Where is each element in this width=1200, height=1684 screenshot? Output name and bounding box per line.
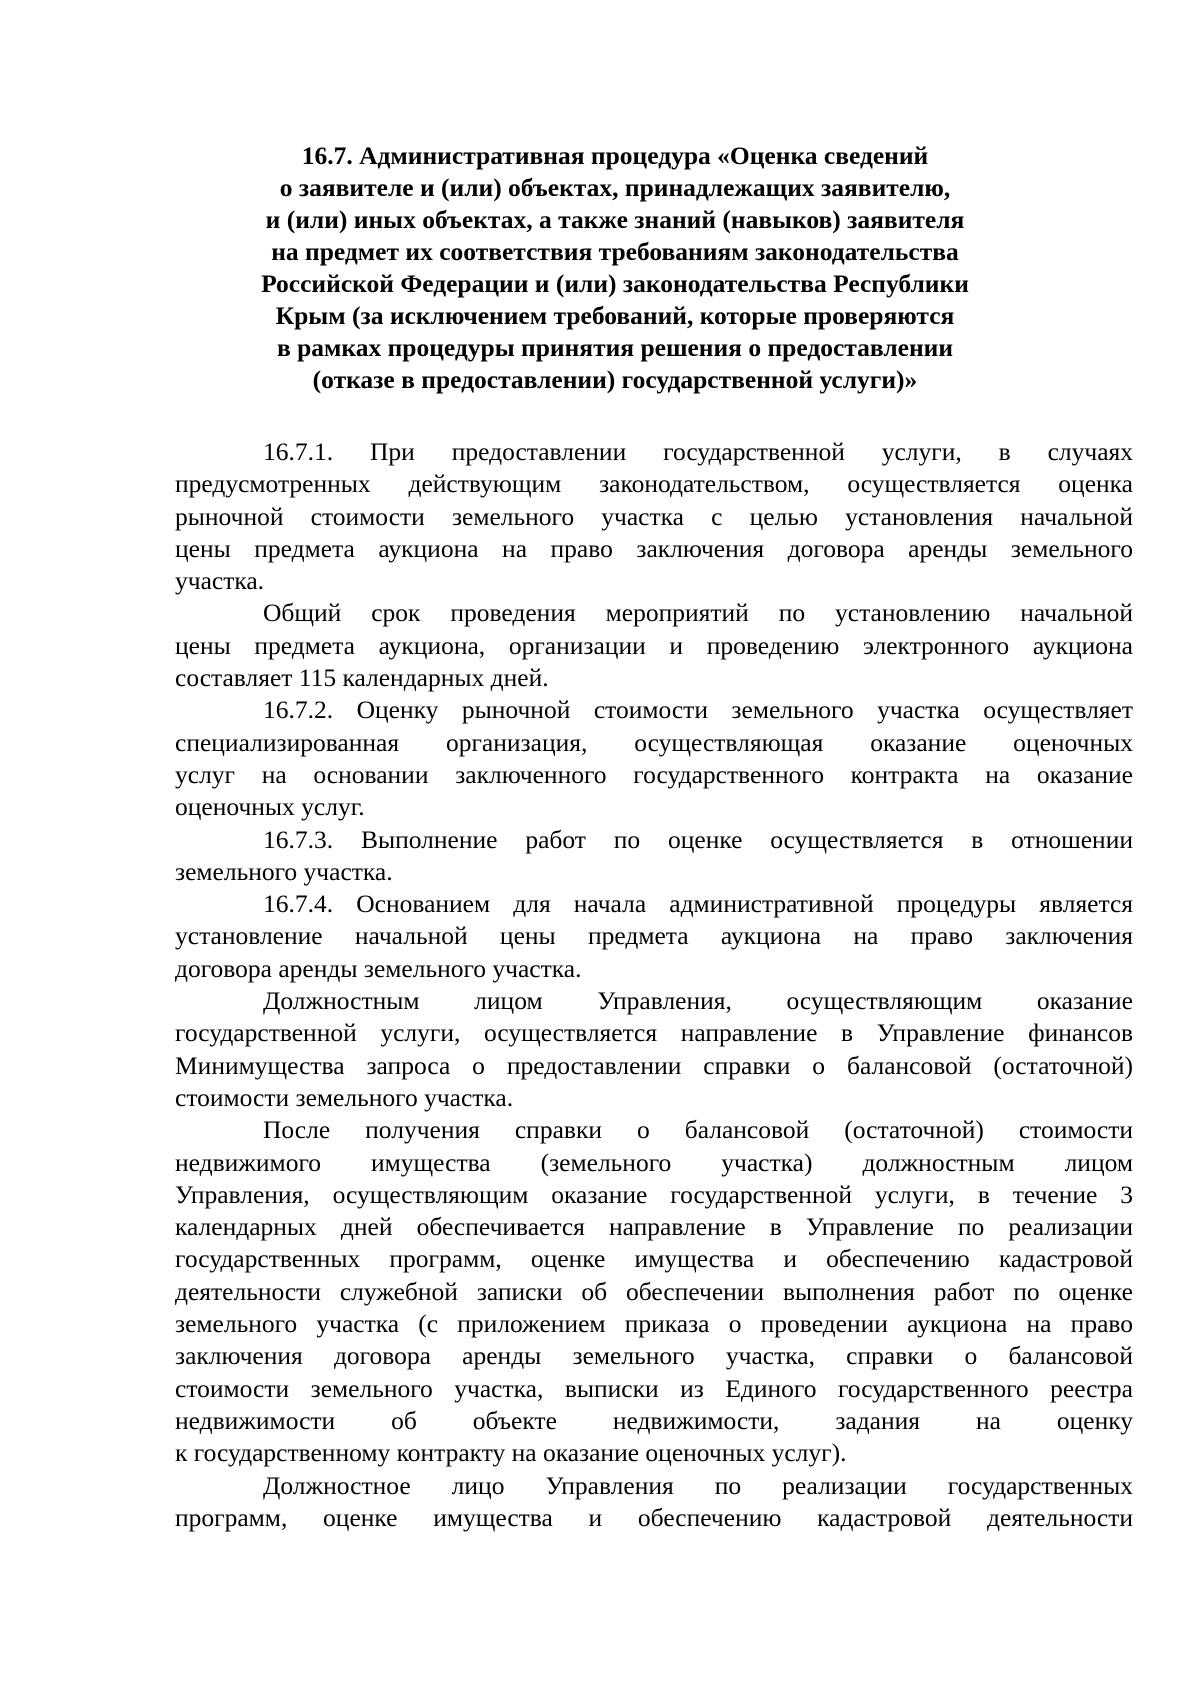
heading-line: (отказе в предоставлении) государственной услуги)»: [312, 365, 918, 394]
document-body: [175, 436, 1133, 1534]
paragraph-finance-request: [175, 985, 1133, 1114]
paragraph-16-7-2: [175, 694, 1133, 823]
paragraph-line: деятельности служебной записки об обеспечении выполнения работ по оценке: [175, 1276, 1133, 1306]
paragraph-line: государственных программ, оценке имущества и обеспечению кадастровой: [175, 1244, 1133, 1274]
heading-line: 16.7. Административная процедура «Оценка сведений: [301, 141, 929, 170]
heading-line: на предмет их соответствия требованиям законодательства: [271, 237, 959, 266]
paragraph-line: программ, оценке имущества и обеспечению кадастровой деятельности: [175, 1502, 1133, 1532]
paragraph-official-duties: [175, 1470, 1133, 1535]
paragraph-line: специализированная организация, осуществляющая оказание оценочных: [175, 727, 1133, 757]
paragraph-line: календарных дней обеспечивается направление в Управление по реализации: [175, 1212, 1133, 1242]
paragraph-line: государственной услуги, осуществляется направление в Управление финансов: [175, 1018, 1133, 1048]
paragraph-line: цены предмета аукциона, организации и проведению электронного аукциона: [175, 630, 1133, 660]
paragraph-line: составляет 115 календарных дней.: [175, 663, 549, 693]
paragraph-line: Должностное лицо Управления по реализации государственных: [263, 1470, 1133, 1500]
section-heading: [175, 140, 1055, 396]
paragraph-line: заключения договора аренды земельного участка, справки о балансовой: [175, 1341, 1133, 1371]
paragraph-line: рыночной стоимости земельного участка с целью установления начальной: [175, 501, 1133, 531]
paragraph-line: договора аренды земельного участка.: [175, 953, 582, 983]
paragraph-16-7-3: [175, 824, 1133, 889]
paragraph-line: Управления, осуществляющим оказание государственной услуги, в течение 3: [175, 1179, 1133, 1209]
paragraph-16-7-1: [175, 436, 1133, 597]
paragraph-line: 16.7.1. При предоставлении государственной услуги, в случаях: [263, 437, 1133, 466]
paragraph-total-term: [175, 597, 1133, 694]
paragraph-line: Минимущества запроса о предоставлении справки о балансовой (остаточной): [175, 1050, 1133, 1080]
paragraph-line: недвижимого имущества (земельного участка) должностным лицом: [175, 1147, 1133, 1177]
paragraph-16-7-4: [175, 888, 1133, 985]
paragraph-line: предусмотренных действующим законодательством, осуществляется оценка: [175, 469, 1133, 499]
heading-line: Крым (за исключением требований, которые проверяются: [275, 301, 955, 330]
paragraph-line: к государственному контракту на оказание оценочных услуг).: [175, 1438, 847, 1468]
paragraph-line: 16.7.2. Оценку рыночной стоимости земельного участка осуществляет: [263, 695, 1133, 725]
heading-line: о заявителе и (или) объектах, принадлежащих заявителю,: [279, 173, 951, 202]
paragraph-line: Общий срок проведения мероприятий по установлению начальной: [263, 598, 1133, 628]
paragraph-line: стоимости земельного участка, выписки из Единого государственного реестра: [175, 1373, 1133, 1403]
heading-line: и (или) иных объектах, а также знаний (навыков) заявителя: [265, 205, 965, 234]
paragraph-line: После получения справки о балансовой (остаточной) стоимости: [263, 1115, 1133, 1145]
paragraph-line: оценочных услуг.: [175, 792, 365, 822]
paragraph-line: земельного участка.: [175, 856, 393, 886]
paragraph-line: недвижимости об объекте недвижимости, задания на оценку: [175, 1405, 1133, 1435]
paragraph-line: стоимости земельного участка.: [175, 1082, 514, 1112]
heading-line: Российской Федерации и (или) законодательства Республики: [261, 269, 969, 298]
paragraph-line: услуг на основании заключенного государственного контракта на оказание: [175, 759, 1133, 789]
paragraph-line: цены предмета аукциона на право заключения договора аренды земельного: [175, 533, 1133, 563]
paragraph-after-certificate: [175, 1114, 1133, 1469]
paragraph-line: участка.: [175, 566, 265, 596]
paragraph-line: 16.7.4. Основанием для начала административной процедуры является: [263, 889, 1133, 919]
paragraph-line: установление начальной цены предмета аукциона на право заключения: [175, 921, 1133, 951]
paragraph-line: земельного участка (с приложением приказа о проведении аукциона на право: [175, 1309, 1133, 1339]
paragraph-line: 16.7.3. Выполнение работ по оценке осуществляется в отношении: [263, 824, 1133, 854]
heading-line: в рамках процедуры принятия решения о предоставлении: [276, 333, 954, 362]
paragraph-line: Должностным лицом Управления, осуществляющим оказание: [263, 986, 1133, 1016]
